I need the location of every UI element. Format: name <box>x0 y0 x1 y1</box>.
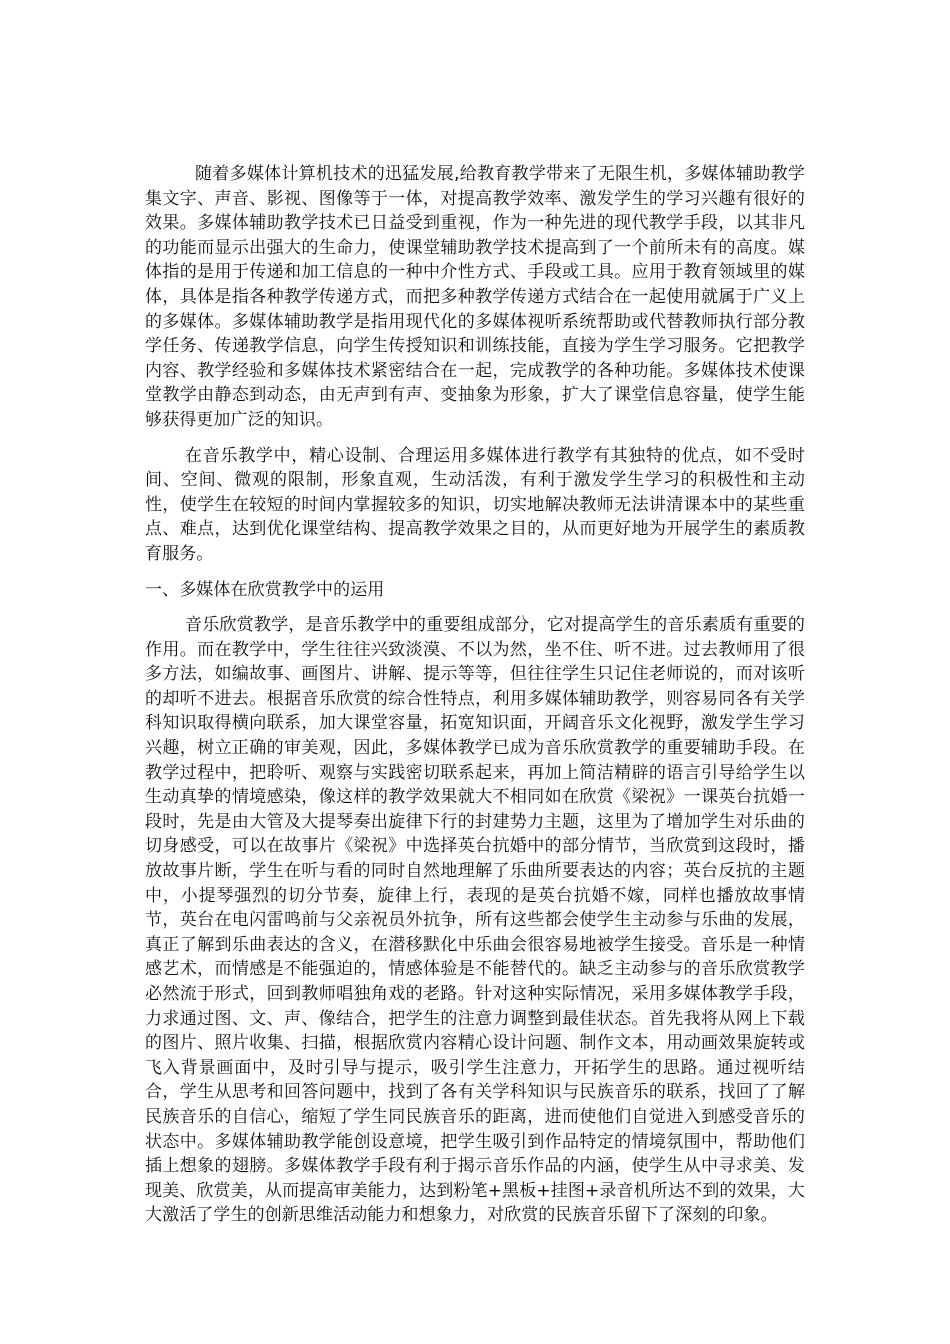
section-heading: 一、多媒体在欣赏教学中的运用 <box>145 579 385 600</box>
paragraph-gap <box>145 602 805 613</box>
paragraph-gap <box>145 433 805 444</box>
document-body <box>145 162 805 1228</box>
music-teaching-paragraph: 在音乐教学中，精心设制、合理运用多媒体进行教学有其独特的优点，如不受时间、空间、微观的限制，形象直观，生动活泼，有利于激发学生学习的积极性和主动性，使学生在较短的时间内掌握较多的知识，切实地解决教师无法讲清课本中的某些重点、难点，达到优化课堂结构、提高教学效果之目的，从而更好地为开展学生的素质教育服务。 <box>145 445 805 564</box>
paragraph-gap <box>145 567 805 578</box>
intro-paragraph: 随着多媒体计算机技术的迅猛发展,给教育教学带来了无限生机，多媒体辅助教学集文字、声音、影视、图像等于一体，对提高教学效率、激发学生的学习兴趣有很好的效果。多媒体辅助教学技术已日益受到重视，作为一种先进的现代教学手段，以其非凡的功能而显示出强大的生命力，使课堂辅助教学技术提高到了一个前所未有的高度。媒体指的是用于传递和加工信息的一种中介性方式、手段或工具。应用于教育领域里的媒体，具体是指各种教学传递方式，而把多种教学传递方式结合在一起使用就属于广义上的多媒体。多媒体辅助教学是指用现代化的多媒体视听系统帮助或代替教师执行部分教学任务、传递教学信息，向学生传授知识和训练技能，直接为学生学习服务。它把教学内容、教学经验和多媒体技术紧密结合在一起，完成教学的各种功能。多媒体技术使课堂教学由静态到动态，由无声到有声、变抽象为形象，扩大了课堂信息容量，使学生能够获得更加广泛的知识。 <box>145 164 805 430</box>
section-paragraph: 音乐欣赏教学，是音乐教学中的重要组成部分，它对提高学生的音乐素质有重要的作用。而在教学中，学生往往兴致淡漠、不以为然，坐不住、听不进。过去教师用了很多方法，如编故事、画图片、讲解、提示等等，但往往学生只记住老师说的，而对该听的却听不进去。根据音乐欣赏的综合性特点，利用多媒体辅助教学，则容易同各有关学科知识取得横向联系，加大课堂容量，拓宽知识面，开阔音乐文化视野，激发学生学习兴趣，树立正确的审美观，因此，多媒体教学已成为音乐欣赏教学的重要辅助手段。在教学过程中，把聆听、观察与实践密切联系起来，再加上简洁精辟的语言引导给学生以生动真挚的情境感染，像这样的教学效果就大不相同如在欣赏《梁祝》一课英台抗婚一段时，先是由大管及大提琴奏出旋律下行的封建势力主题，这里为了增加学生对乐曲的切身感受，可以在故事片《梁祝》中选择英台抗婚中的部分情节，当欣赏到这段时，播放故事片断，学生在听与看的同时自然地理解了乐曲所要表达的内容；英台反抗的主题中，小提琴强烈的切分节奏，旋律上行，表现的是英台抗婚不嫁，同样也播放故事情节，英台在电闪雷鸣前与父亲祝员外抗争，所有这些都会使学生主动参与乐曲的发展，真正了解到乐曲表达的含义，在潜移默化中乐曲会很容易地被学生接受。音乐是一种情感艺术，而情感是不能强迫的，情感体验是不能替代的。缺乏主动参与的音乐欣赏教学必然流于形式，回到教师唱独角戏的老路。针对这种实际情况，采用多媒体教学手段，力求通过图、文、声、像结合，把学生的注意力调整到最佳状态。首先我将从网上下载的图片、照片收集、扫描，根据欣赏内容精心设计问题、制作文本，用动画效果旋转或飞入背景画面中，及时引导与提示，吸引学生注意力，开拓学生的思路。通过视听结合，学生从思考和回答问题中，找到了各有关学科知识与民族音乐的联系，找回了了解民族音乐的自信心，缩短了学生同民族音乐的距离，进而使他们自觉进入到感受音乐的状态中。多媒体辅助教学能创设意境，把学生吸引到作品特定的情境氛围中，帮助他们插上想象的翅膀。多媒体教学手段有利于揭示音乐作品的内涵，使学生从中寻求美、发现美、欣赏美，从而提高审美能力，达到粉笔+黑板+挂图+录音机所达不到的效果，大大激活了学生的创新思维活动能力和想象力，对欣赏的民族音乐留下了深刻的印象。 <box>145 615 805 1226</box>
